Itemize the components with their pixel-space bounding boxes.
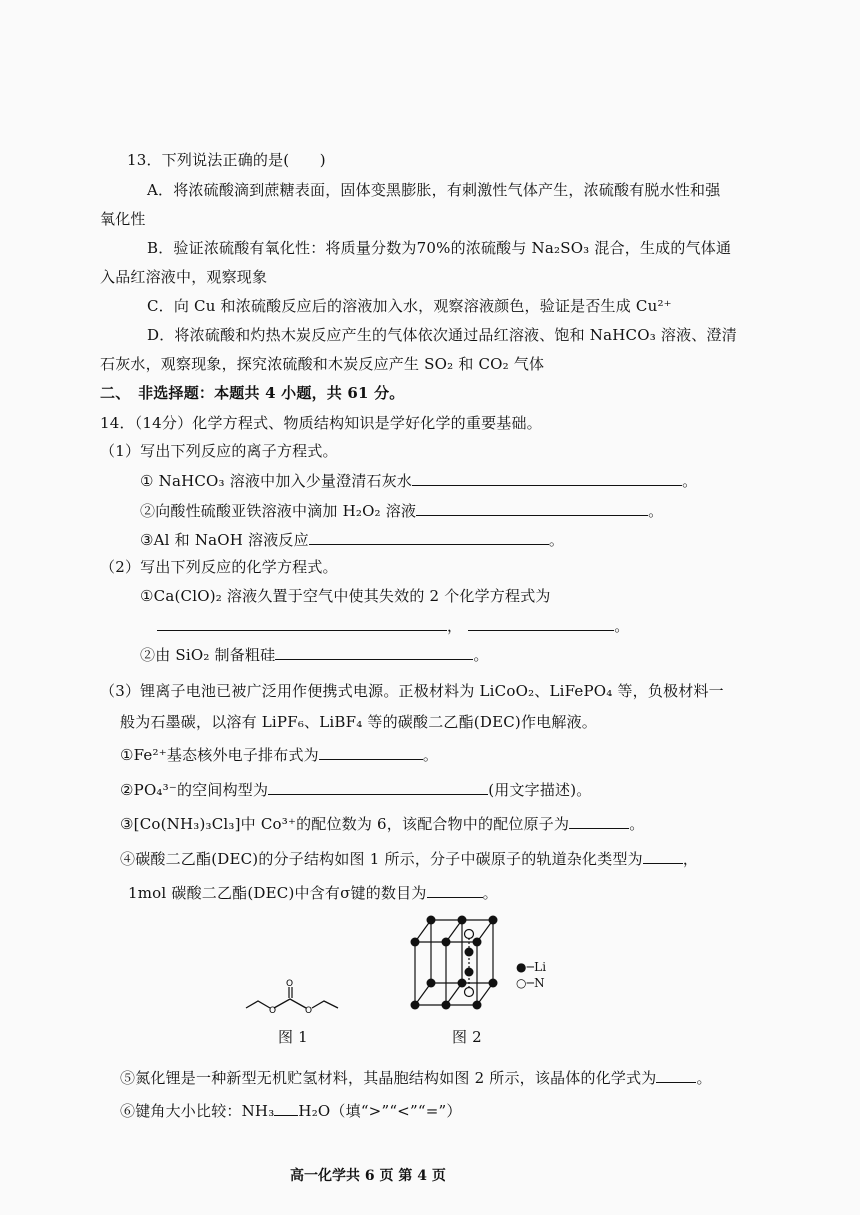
cell-edges — [415, 920, 493, 1005]
q14-3-5 — [120, 1068, 712, 1087]
answer-blank[interactable] — [274, 1101, 298, 1116]
q14-3-2-text: ②PO₄³⁻的空间构型为 — [120, 781, 269, 799]
q14-3-6 — [120, 1101, 462, 1120]
atom-o: O — [286, 979, 294, 989]
atom-o: O — [269, 1006, 277, 1015]
q14-part3-cont: 般为石墨碳，以溶有 LiPF₆、LiBF₄ 等的碳酸二乙酯(DEC)作电解液。 — [120, 713, 597, 731]
figure-1-molecule — [240, 975, 344, 1015]
q14-3-6-tail: H₂O（填“>”“<”“=”） — [298, 1102, 462, 1120]
comma: ， — [447, 617, 463, 635]
q13-option-a-cont: 氧化性 — [100, 210, 146, 228]
q14-2-1-answers — [157, 616, 629, 635]
period: 。 — [548, 531, 565, 549]
answer-blank[interactable] — [416, 501, 648, 516]
q14-part1: （1）写出下列反应的离子方程式。 — [100, 442, 338, 460]
q14-stem: 14．（14分）化学方程式、物质结构知识是学好化学的重要基础。 — [100, 414, 542, 432]
q14-3-5-text: ⑤氮化锂是一种新型无机贮氢材料，其晶胞结构如图 2 所示，该晶体的化学式为 — [120, 1069, 657, 1087]
q14-3-4b-text: 1mol 碳酸二乙酯(DEC)中含有σ键的数目为 — [128, 884, 427, 902]
legend-li: ●─Li — [516, 960, 547, 974]
q14-3-3 — [120, 814, 644, 833]
q14-1-3-text: ③Al 和 NaOH 溶液反应 — [140, 531, 309, 549]
answer-blank[interactable] — [427, 883, 483, 898]
q14-3-3-text: ③[Co(NH₃)₃Cl₃]中 Co³⁺的配位数为 6，该配合物中的配位原子为 — [120, 815, 570, 833]
answer-blank[interactable] — [643, 849, 683, 864]
carbonate-bonds — [274, 999, 306, 1008]
figure-2-label: 图 2 — [452, 1028, 482, 1046]
answer-blank[interactable] — [468, 616, 614, 631]
answer-blank[interactable] — [319, 745, 423, 760]
q14-2-2-text: ②由 SiO₂ 制备粗硅 — [140, 646, 276, 664]
section-heading: 二、 非选择题：本题共 4 小题，共 61 分。 — [100, 384, 405, 402]
period: 。 — [648, 502, 664, 520]
q13-option-c: C．向 Cu 和浓硫酸反应后的溶液加入水，观察溶液颜色，验证是否生成 Cu²⁺ — [147, 297, 672, 315]
answer-blank[interactable] — [656, 1068, 696, 1083]
ethyl-right-bond — [312, 1001, 338, 1008]
q13-option-b-cont: 入品红溶液中，观察现象 — [100, 268, 268, 286]
atom-o: O — [305, 1006, 313, 1015]
q13-option-d: D．将浓硫酸和灼热木炭反应产生的气体依次通过品红溶液、饱和 NaHCO₃ 溶液、澄清 — [147, 326, 737, 344]
period: 。 — [629, 815, 645, 833]
figure-1-label: 图 1 — [278, 1028, 308, 1046]
page-footer: 高一化学共 6 页 第 4 页 — [290, 1168, 446, 1184]
answer-blank[interactable] — [275, 645, 473, 660]
q14-1-2 — [140, 501, 663, 520]
period: 。 — [482, 884, 498, 902]
period: 。 — [614, 617, 630, 635]
q14-3-6-text: ⑥键角大小比较：NH₃ — [120, 1102, 275, 1120]
q13-option-b: B．验证浓硫酸有氧化性：将质量分数为70%的浓硫酸与 Na₂SO₃ 混合，生成的气体通 — [147, 239, 732, 257]
q13-stem: 13．下列说法正确的是( ) — [127, 151, 326, 169]
period: 。 — [696, 1069, 712, 1087]
q14-2-2 — [140, 645, 489, 664]
q14-2-1: ①Ca(ClO)₂ 溶液久置于空气中使其失效的 2 个化学方程式为 — [140, 587, 551, 605]
q14-3-2-tail: (用文字描述)。 — [488, 781, 592, 799]
figure-2-unit-cell — [405, 912, 507, 1012]
q13-option-d-cont: 石灰水，观察现象，探究浓硫酸和木炭反应产生 SO₂ 和 CO₂ 气体 — [100, 355, 545, 373]
q14-1-1-text: ① NaHCO₃ 溶液中加入少量澄清石灰水 — [140, 472, 413, 490]
q14-3-2 — [120, 780, 592, 799]
q14-3-1 — [120, 745, 438, 764]
q14-3-1-text: ①Fe²⁺基态核外电子排布式为 — [120, 746, 319, 764]
answer-blank[interactable] — [412, 471, 682, 486]
legend-n: ○─N — [516, 976, 545, 990]
q14-3-4 — [120, 849, 698, 868]
period: 。 — [422, 746, 439, 764]
q14-3-4b — [128, 883, 498, 902]
ethyl-left-bond — [246, 1001, 270, 1008]
answer-blank[interactable] — [268, 780, 488, 795]
q14-part3: （3）锂离子电池已被广泛用作便携式电源。正极材料为 LiCoO₂、LiFePO₄ 等，负极材料一 — [100, 682, 724, 700]
q14-1-1 — [140, 471, 697, 490]
period: 。 — [682, 472, 698, 490]
q14-3-4-text: ④碳酸二乙酯(DEC)的分子结构如图 1 所示，分子中碳原子的轨道杂化类型为 — [120, 850, 643, 868]
q14-part2: （2）写出下列反应的化学方程式。 — [100, 558, 338, 576]
answer-blank[interactable] — [569, 814, 629, 829]
q14-1-3 — [140, 530, 564, 549]
comma: ， — [682, 850, 699, 868]
answer-blank[interactable] — [309, 530, 549, 545]
answer-blank[interactable] — [157, 616, 447, 631]
period: 。 — [473, 646, 489, 664]
q13-option-a: A．将浓硫酸滴到蔗糖表面，固体变黑膨胀，有刺激性气体产生，浓硫酸有脱水性和强 — [147, 181, 721, 199]
q14-1-2-text: ②向酸性硫酸亚铁溶液中滴加 H₂O₂ 溶液 — [140, 502, 417, 520]
